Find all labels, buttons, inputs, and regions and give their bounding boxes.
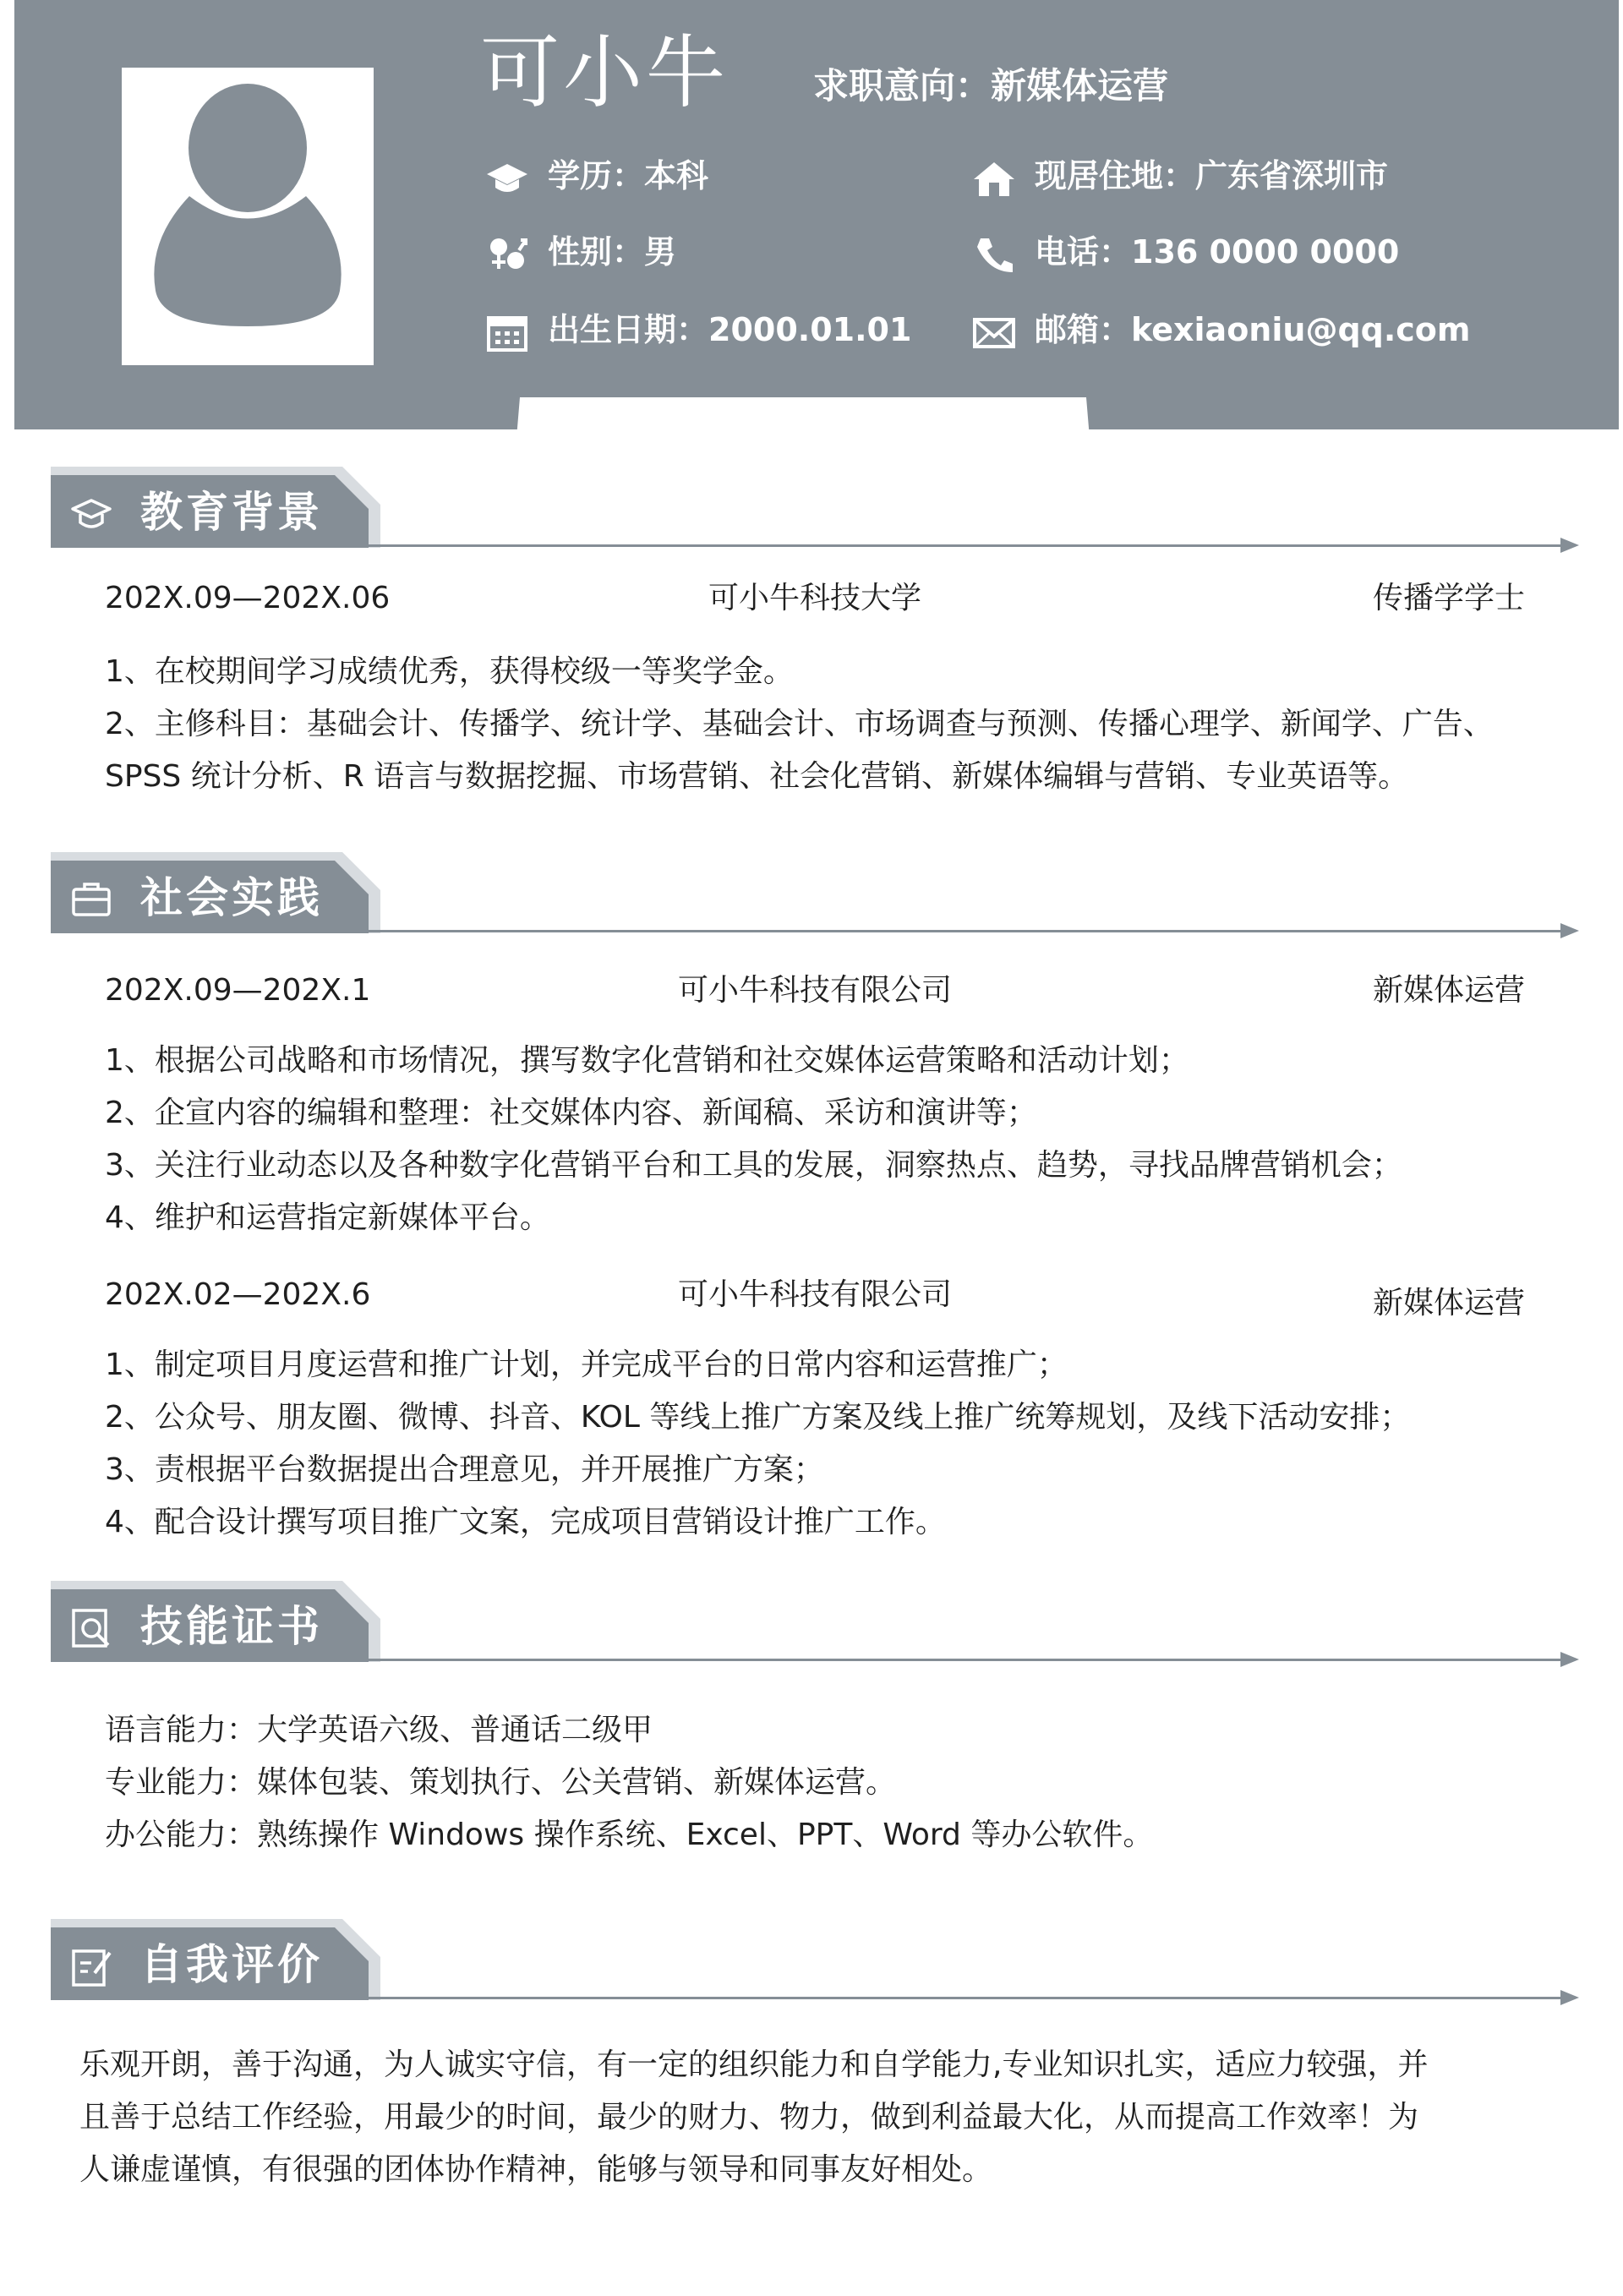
section-heading-practice — [51, 852, 1572, 937]
education-entry — [105, 575, 1525, 622]
practice-details — [105, 1339, 1559, 1549]
entry-role: 新媒体运营 — [1372, 1286, 1525, 1320]
detail-line: 3、责根据平台数据提出合理意见，并开展推广方案； — [105, 1452, 824, 1487]
gender-icon — [485, 235, 529, 274]
entry-degree: 传播学学士 — [1372, 581, 1525, 615]
entry-date: 202X.09—202X.06 — [105, 581, 391, 615]
detail-line: 1、根据公司战略和市场情况，撰写数字化营销和社交媒体运营策略和活动计划； — [105, 1043, 1189, 1078]
skill-line: 语言能力：大学英语六级、普通话二级甲 — [105, 1713, 653, 1747]
entry-date: 202X.09—202X.1 — [105, 973, 371, 1008]
phone-text: 电话：136 0000 0000 — [1035, 233, 1400, 271]
certificate-search-icon — [69, 1606, 113, 1650]
entry-company: 可小牛科技有限公司 — [677, 973, 952, 1008]
practice-details — [105, 1035, 1559, 1244]
section-title: 自我评价 — [140, 1940, 323, 1989]
section-heading-skills — [51, 1581, 1572, 1665]
detail-line: 1、在校期间学习成绩优秀，获得校级一等奖学金。 — [105, 654, 794, 689]
detail-line: 2、企宣内容的编辑和整理：社交媒体内容、新闻稿、采访和演讲等； — [105, 1096, 1037, 1130]
entry-date: 202X.02—202X.6 — [105, 1277, 371, 1312]
arrow-right-icon — [1560, 538, 1579, 553]
info-gender — [485, 228, 676, 276]
entry-role: 新媒体运营 — [1372, 973, 1525, 1008]
person-silhouette-icon — [122, 68, 374, 365]
arrow-right-icon — [1560, 1652, 1579, 1667]
detail-line: 1、制定项目月度运营和推广计划，并完成平台的日常内容和运营推广； — [105, 1348, 1068, 1382]
job-intent: 求职意向：新媒体运营 — [813, 65, 1169, 107]
info-birth — [485, 306, 911, 353]
section-title: 社会实践 — [140, 873, 323, 922]
section-title: 技能证书 — [140, 1602, 323, 1651]
header-notch — [516, 397, 1090, 448]
arrow-right-icon — [1560, 923, 1579, 938]
skill-line: 专业能力：媒体包装、策划执行、公关营销、新媒体运营。 — [105, 1765, 897, 1800]
entry-school: 可小牛科技大学 — [708, 581, 921, 615]
briefcase-icon — [69, 877, 113, 921]
edit-note-icon — [69, 1944, 113, 1988]
email-text: 邮箱：kexiaoniu@qq.com — [1035, 311, 1471, 348]
detail-line: SPSS 统计分析、R 语言与数据挖掘、市场营销、社会化营销、新媒体编辑与营销、专业英语等。 — [105, 759, 1409, 794]
entry-company: 可小牛科技有限公司 — [677, 1277, 952, 1312]
self-evaluation-text — [79, 2039, 1550, 2196]
home-icon — [972, 159, 1016, 198]
heading-rule — [369, 544, 1562, 547]
candidate-name: 可小牛 — [480, 27, 730, 119]
education-text: 学历：本科 — [548, 157, 709, 194]
avatar — [122, 68, 374, 365]
gender-text: 性别：男 — [548, 233, 677, 271]
paragraph-line: 乐观开朗，善于沟通，为人诚实守信，有一定的组织能力和自学能力,专业知识扎实，适应力较强，并 — [79, 2047, 1429, 2082]
info-residence — [972, 152, 1388, 200]
detail-line: 2、公众号、朋友圈、微博、抖音、KOL 等线上推广方案及线上推广统筹规划，及线下活动安排； — [105, 1400, 1411, 1435]
mail-icon — [972, 313, 1016, 352]
birth-text: 出生日期：2000.01.01 — [548, 311, 912, 348]
residence-text: 现居住地：广东省深圳市 — [1035, 157, 1389, 194]
paragraph-line: 人谦虚谨慎，有很强的团体协作精神，能够与领导和同事友好相处。 — [79, 2152, 993, 2187]
info-education — [485, 152, 708, 200]
detail-line: 2、主修科目：基础会计、传播学、统计学、基础会计、市场调查与预测、传播心理学、新闻学、广告、 — [105, 707, 1494, 741]
detail-line: 4、配合设计撰写项目推广文案，完成项目营销设计推广工作。 — [105, 1505, 946, 1539]
heading-rule — [369, 930, 1562, 932]
graduation-cap-icon — [485, 159, 529, 198]
section-title: 教育背景 — [140, 488, 323, 537]
heading-rule — [369, 1659, 1562, 1661]
heading-rule — [369, 1997, 1562, 1999]
practice-entry — [105, 967, 1525, 1014]
practice-entry — [105, 1271, 1525, 1319]
education-details — [105, 646, 1559, 803]
detail-line: 4、维护和运营指定新媒体平台。 — [105, 1200, 550, 1235]
skills-list — [105, 1704, 1559, 1861]
arrow-right-icon — [1560, 1990, 1579, 2005]
section-heading-education — [51, 467, 1572, 551]
section-heading-self — [51, 1919, 1572, 2004]
paragraph-line: 且善于总结工作经验，用最少的时间，最少的财力、物力，做到利益最大化，从而提高工作效率！为 — [79, 2100, 1419, 2135]
info-phone — [972, 228, 1399, 276]
graduation-cap-icon — [69, 492, 113, 536]
calendar-icon — [485, 313, 529, 352]
detail-line: 3、关注行业动态以及各种数字化营销平台和工具的发展，洞察热点、趋势，寻找品牌营销机会； — [105, 1148, 1402, 1183]
skill-line: 办公能力：熟练操作 Windows 操作系统、Excel、PPT、Word 等办公软件。 — [105, 1818, 1154, 1852]
info-email — [972, 306, 1471, 353]
phone-icon — [972, 235, 1016, 274]
